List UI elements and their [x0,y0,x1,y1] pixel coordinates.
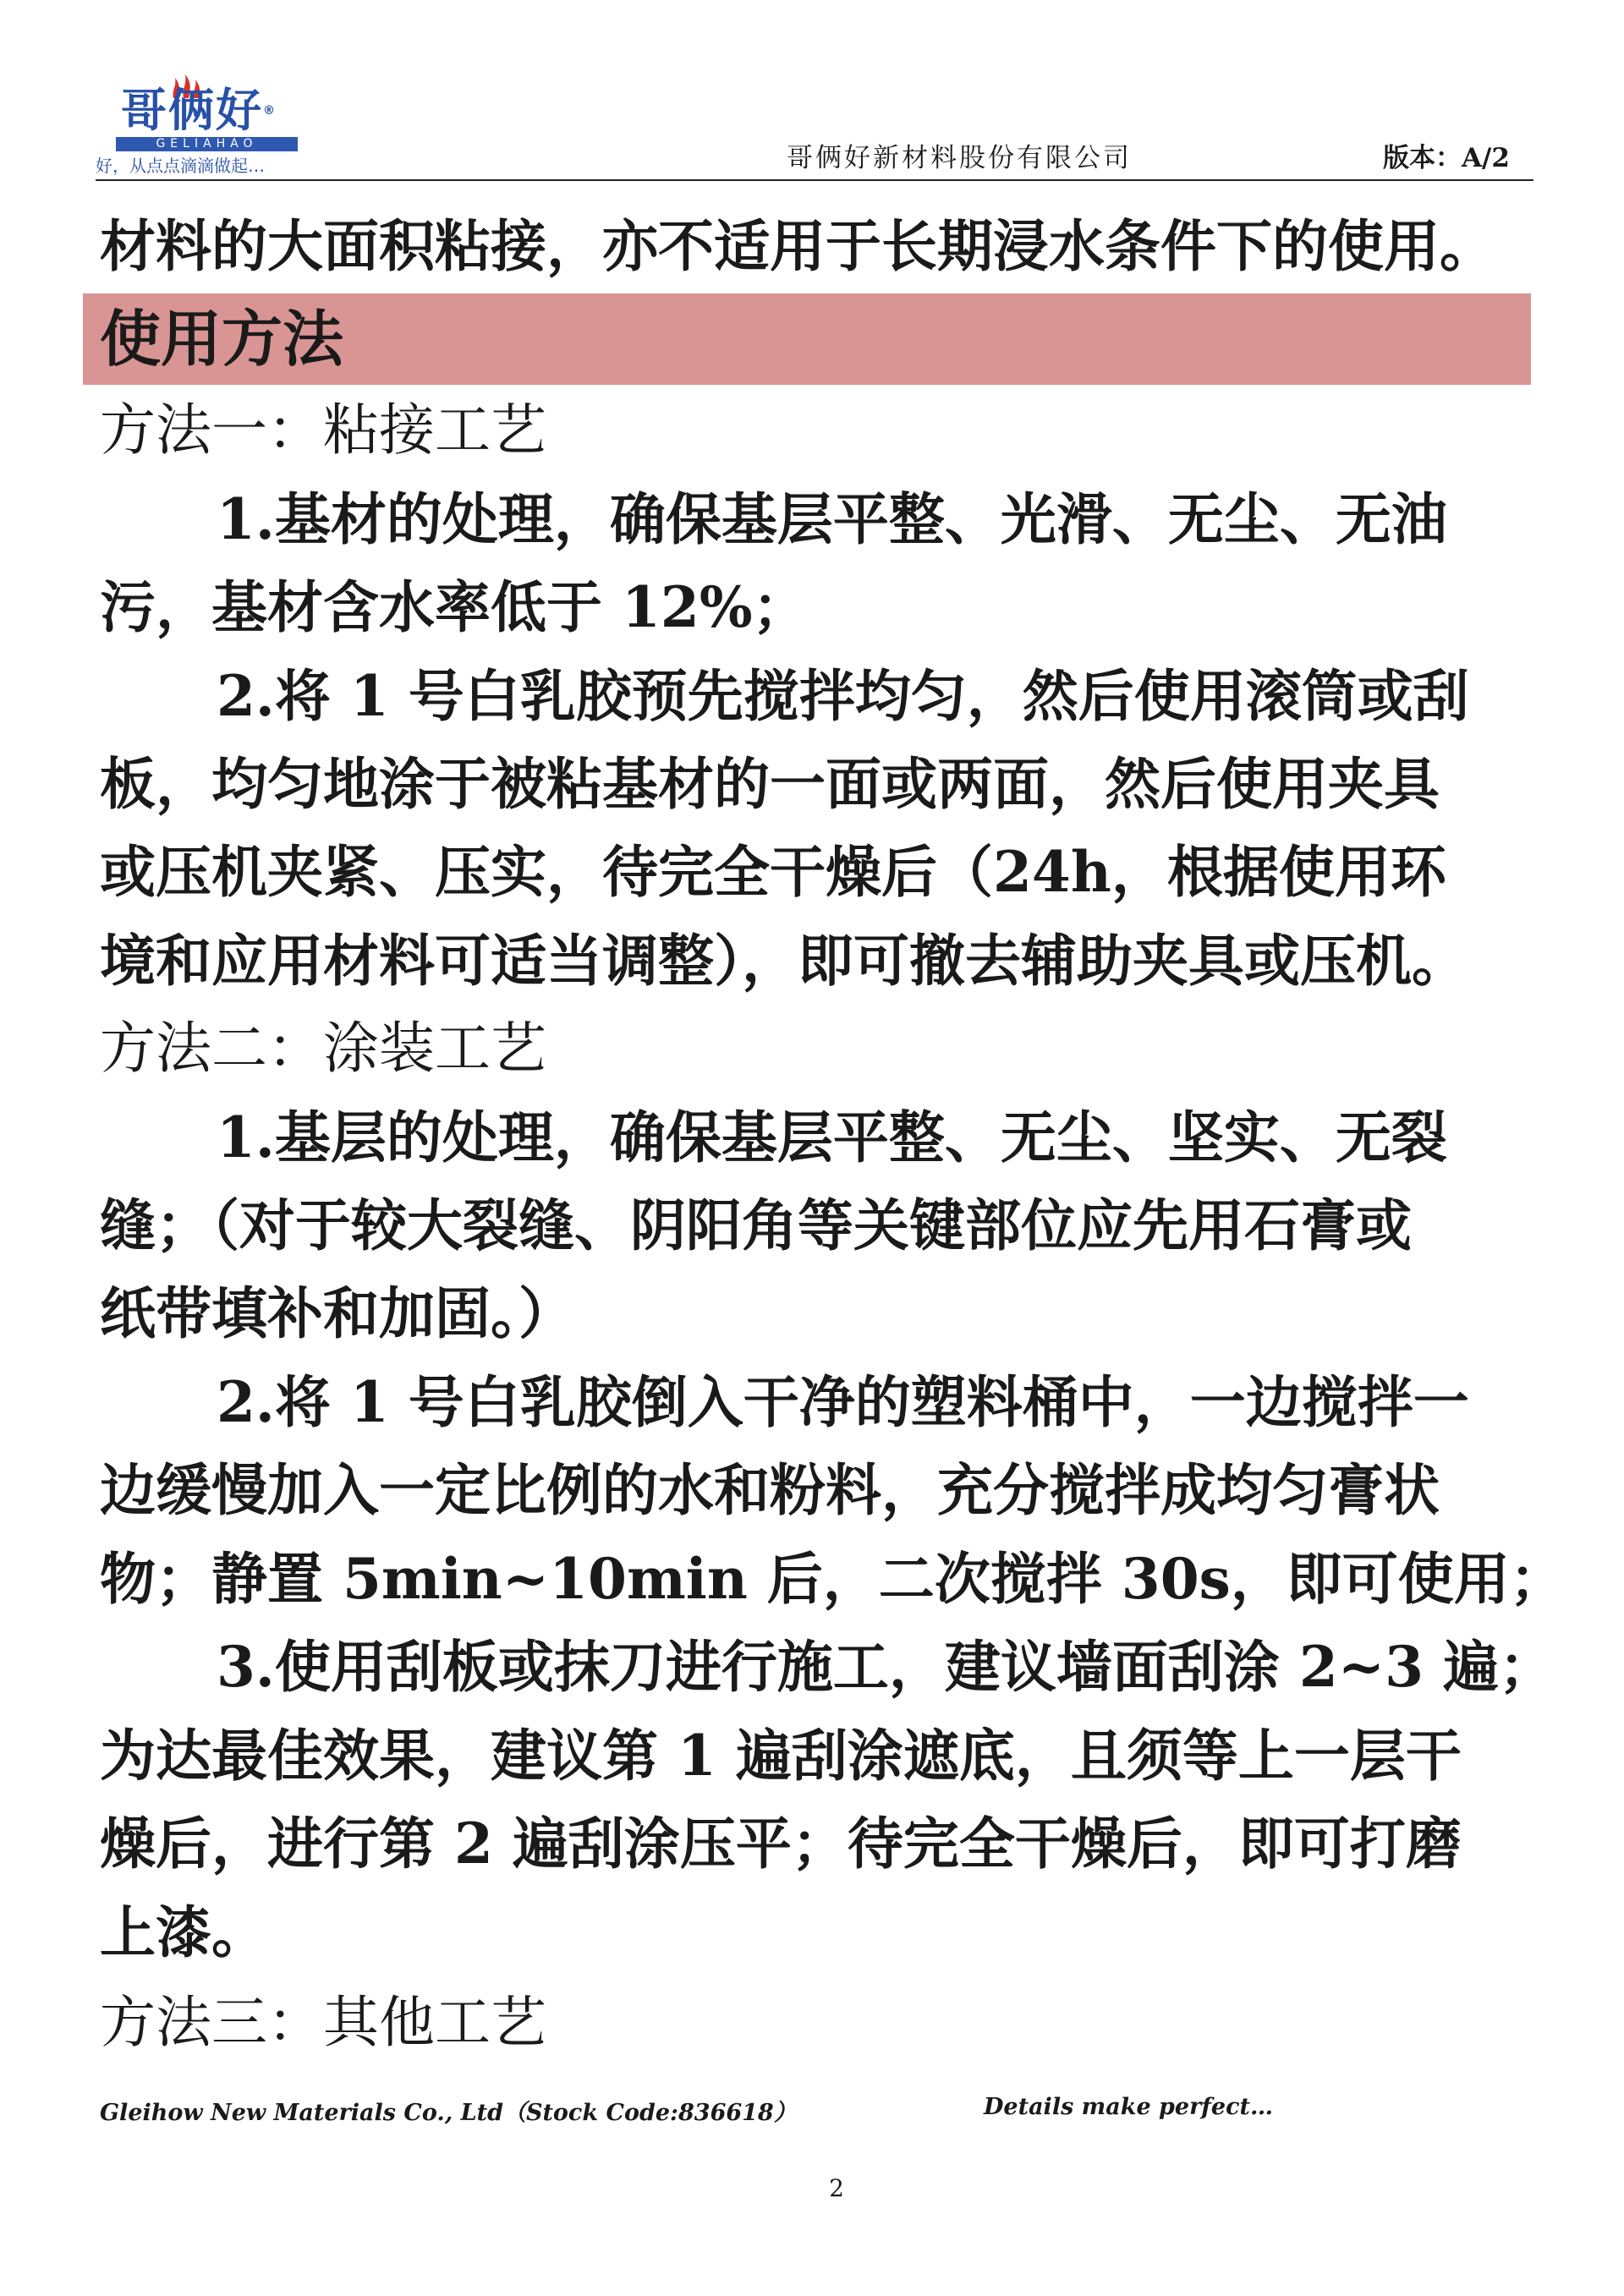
paragraph-line: 材料的大面积粘接，亦不适用于长期浸水条件下的使用。 [100,213,1495,279]
logo-brand: 哥俩好® [121,84,277,137]
paragraph-line: 污，基材含水率低于 12%； [100,574,809,640]
paragraph-line: 边缓慢加入一定比例的水和粉料，充分搅拌成均匀膏状 [100,1457,1440,1523]
paragraph-line: 缝；（对于较大裂缝、阴阳角等关键部位应先用石膏或 [100,1192,1412,1258]
footer-motto: Details make perfect… [984,2094,1274,2120]
paragraph-line: 燥后，进行第 2 遍刮涂压平；待完全干燥后，即可打磨 [100,1811,1462,1877]
section-title: 使用方法 [100,304,344,375]
paragraph-line: 2.将 1 号白乳胶倒入干净的塑料桶中，一边搅拌一 [217,1369,1469,1435]
header-divider [96,179,1533,181]
method-2-title: 方法二：涂装工艺 [100,1016,546,1081]
paragraph-line: 境和应用材料可适当调整），即可撤去辅助夹具或压机。 [100,928,1468,994]
company-name: 哥俩好新材料股份有限公司 [787,143,1132,173]
paragraph-line: 2.将 1 号白乳胶预先搅拌均匀，然后使用滚筒或刮 [217,663,1469,729]
method-3-title: 方法三：其他工艺 [100,1990,546,2055]
logo-sub: GELIAHAO [116,137,298,151]
logo-slogan: 好，从点点滴滴做起… [96,156,265,176]
paragraph-line: 为达最佳效果，建议第 1 遍刮涂遮底，且须等上一层干 [100,1723,1462,1789]
paragraph-line: 纸带填补和加固。） [100,1280,574,1346]
page-number: 2 [829,2174,844,2202]
paragraph-line: 上漆。 [100,1899,267,1965]
paragraph-line: 1.基层的处理，确保基层平整、无尘、坚实、无裂 [217,1104,1447,1170]
version-label: 版本：A/2 [1383,143,1510,173]
footer-company: Gleihow New Materials Co., Ltd（Stock Code:836618） [100,2100,797,2126]
paragraph-line: 或压机夹紧、压实，待完全干燥后（24h，根据使用环 [100,839,1446,905]
paragraph-line: 板，均匀地涂于被粘基材的一面或两面，然后使用夹具 [100,751,1440,817]
method-1-title: 方法一：粘接工艺 [100,397,546,463]
company-logo [96,84,315,176]
paragraph-line: 物；静置 5min~10min 后，二次搅拌 30s，即可使用； [100,1546,1566,1612]
paragraph-line: 3.使用刮板或抹刀进行施工，建议墙面刮涂 2~3 遍； [217,1634,1555,1700]
paragraph-line: 1.基材的处理，确保基层平整、光滑、无尘、无油 [217,486,1447,552]
